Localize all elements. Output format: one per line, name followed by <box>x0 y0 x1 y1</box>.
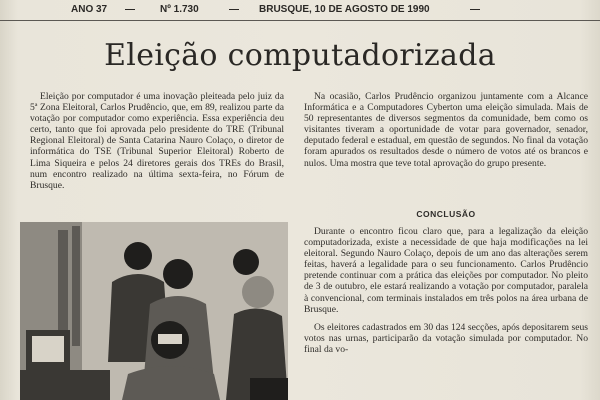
photo-person-body <box>250 378 288 400</box>
photo-shelf-post <box>72 226 80 346</box>
conclusion-paragraph: Os eleitores cadastrados em 30 das 124 secções, após depositarem seus votos nas urnas, participarão da votação simulada por computador. No final da vo- <box>304 321 588 355</box>
masthead-separator: — <box>229 4 239 15</box>
section-subhead: CONCLUSÃO <box>416 209 476 219</box>
masthead-separator: — <box>125 4 135 15</box>
photo-person-head <box>256 348 284 376</box>
article-column-left <box>30 91 284 191</box>
issue-date: BRUSQUE, 10 DE AGOSTO DE 1990 <box>259 4 430 15</box>
photo-desk <box>20 370 110 400</box>
photo-shelf-post <box>58 230 68 340</box>
photo-person-face <box>158 334 182 344</box>
photo-person-head <box>233 249 259 275</box>
issue-number: Nº 1.730 <box>160 4 199 15</box>
article-headline: Eleição computadorizada <box>104 38 496 73</box>
masthead-separator: — <box>470 4 480 15</box>
article-paragraph: Na ocasião, Carlos Prudêncio organizou juntamente com a Alcance Informática e a Computadores Cyberton uma eleição simulada. Mais de 50 representantes de diversos segmentos da comunidade, bem como os visitantes tiveram a oportunidade de votar para governador, senador, deputado federal e estadual, em questão de segundos. No final da votação foram apurados os resultados desde o número de votos até os brancos e nulos. Uma mostra que teve total aprovação do grupo presente. <box>304 91 588 169</box>
photo-person-head <box>242 276 274 308</box>
article-column-right <box>304 91 588 169</box>
photo-illustration <box>20 222 288 400</box>
photo-person-head <box>124 242 152 270</box>
conclusion-paragraph: Durante o encontro ficou claro que, para a legalização da eleição computadorizada, existe a necessidade de que haja modificações na lei eleitoral. Segundo Nauro Colaço, depois de um ano das alterações serem feitas, haverá a legalidade para o seu funcionamento. Carlos Prudêncio pretende continuar com a prática das eleições por computador. No pleito de 3 de outubro, ele estará realizando a votação por computador, paralela à convencional, com terminais instalados em três polos na área urbana de Brusque. <box>304 226 588 315</box>
article-paragraph: Eleição por computador é uma inovação pleiteada pelo juiz da 5ª Zona Eleitoral, Carlos Prudêncio, que, em 89, realizou parte da votação por computador como experiência. Essa experiência deu certo, tanto que foi aprovada pelo presidente do TRE (Tribunal Regional Eleitoral) de Santa Catarina Nauro Colaço, o diretor de informática do TSE (Tribunal Superior Eleitoral) Roberto de Lima Siqueira e pelos 24 diretores gerais dos TREs do Brasil, num encontro realizado na última sexta-feira, no Fórum de Brusque. <box>30 91 284 191</box>
photo-person-head <box>163 259 193 289</box>
issue-year: ANO 37 <box>71 4 108 15</box>
masthead-bar <box>0 0 600 21</box>
photo-monitor-screen <box>32 336 64 362</box>
conclusion-column <box>304 226 588 362</box>
news-photo <box>20 222 288 400</box>
